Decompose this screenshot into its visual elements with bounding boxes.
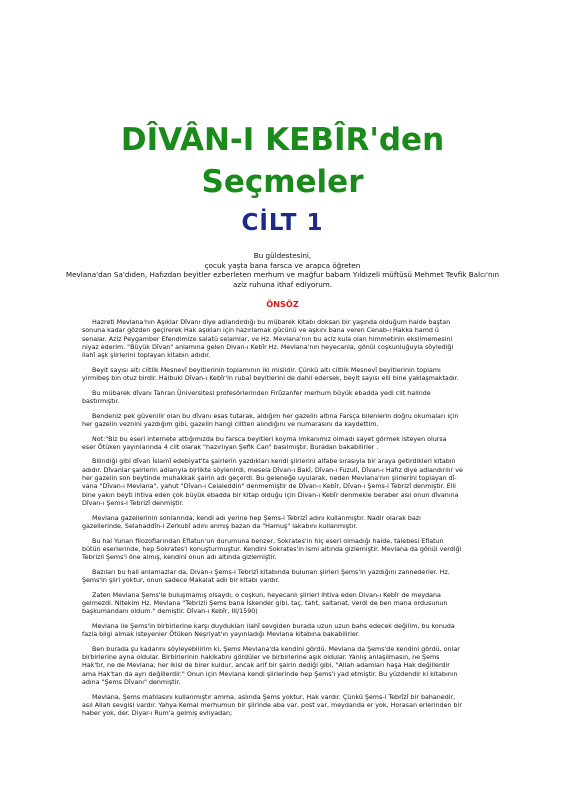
dedication-line: aziz ruhuna ithaf ediyorum. (232, 279, 333, 289)
dedication (60, 251, 505, 289)
paragraph (82, 592, 486, 617)
paragraph-line: Dîvan-ı Şems-i Tebrizî denmiştir. (82, 500, 184, 508)
paragraph (82, 694, 486, 719)
volume-label: CİLT 1 (241, 210, 324, 236)
title-line-1: DÎVÂN-I KEBÎR'den (120, 122, 445, 158)
paragraph-line: adına "Şems Dîvanı" denmiştir. (82, 679, 181, 687)
paragraph-line: Zaten Mevlana Şems'le buluşmamış olsaydı, o coşkun, heyecanlı şiirleri ihtiva eden Divan-ı Kebîr de meydana (92, 591, 441, 599)
paragraph (82, 367, 486, 384)
paragraph-line: Mevlana gazellerinin sonlarında, kendi adı yerine hep Şems-i Tebrizî adını kullanmıştır. Nadir olarak bazı (92, 514, 421, 522)
paragraph (82, 646, 486, 688)
paragraph-line: gazellerinde, Selahaddîn-i Zerkubî adını anmış bazan da "Hamuş" lakabını kullanmıştır. (82, 523, 358, 530)
paragraph-line: Bazıları bu hali anlamazlar da, Divan-ı Şems-i Tebrizî kitabında bulunan şiirleri Şems'in yazdığını zannederler. Hz. (92, 568, 450, 576)
paragraph-line: başkumandanı oldum." demiştir. Dîvan-ı Kebîr, III/1590) (82, 608, 258, 616)
paragraph-line: haber yok, der. Diyar-ı Rum'a gelmiş evliyadan; (82, 710, 233, 718)
paragraph (82, 623, 486, 640)
paragraph-line: Bu hal Yunan filozoflarından Eflatun'un durumuna benzer, Sokrates'in hiç eseri olmadığı halde, talebesi Eflatun (92, 537, 444, 545)
paragraph-line: Ben burada şu kadarını söyleyebilirim ki, Şems Mevlana'da kendini gördü. Mevlana da Şems'de kendini gördü, onlar (92, 645, 460, 653)
paragraph (82, 515, 486, 532)
paragraph-line: bastırmıştır. (82, 398, 120, 406)
paragraph (82, 413, 486, 430)
paragraph (82, 569, 486, 586)
paragraph-line: Bu mübarek dîvanı Tahran Üniversitesi profesörlerinden Firûzanfer merhum büyük ebadda yedi cilt halinde (92, 389, 431, 397)
paragraph (82, 436, 486, 453)
preface-body (82, 319, 486, 725)
paragraph (82, 458, 486, 508)
paragraph-line: Beyit sayısı altı ciltlik Mesnevî beyitlerinin toplamının iki mislidir. Çünkü altı ciltlik Mesnevî beyitlerinin toplamı (92, 366, 441, 374)
paragraph-line: adıdır. Dîvanlar şairlerin adlarıyla birlikte söylenirdi, mesela Dîvan-ı Bakî, Dîvan-ı Fuzulî, Dîvan-ı Hafız diye adlandırılır ve (82, 466, 463, 474)
paragraph (82, 319, 486, 361)
paragraph-line: fazla bilgi almak isteyenler Ötüken Neşriyat'ın yayınladığı Mevlana kitabına bakabilirler. (82, 631, 360, 639)
dedication-line: Bu güldestesini, (253, 251, 312, 260)
paragraph-line: Tebrizli Şems'i öne almış, kendini onun adı altında gizlemiştir. (82, 554, 277, 562)
paragraph-line: Şems'in şiiri yoktur, onun sadece Makalat adlı bir kitabı vardır. (82, 577, 280, 585)
dedication-line: çocuk yaşta bana farsca ve arapca öğreten (204, 260, 361, 270)
paragraph-line: bine yakın beyti ihtiva eden çok büyük ebadda bir kitap olduğu için Divan-ı Kebîr denmekle beraber asıl onun dîvanına (82, 491, 459, 499)
paragraph-line: birbirlerine ayna oldular. Birbirlerinin hakikatını gördüler ve birbirlerine aşık oldular. Yanlış anlaşılmasın, ne Şems (82, 654, 440, 662)
preface-heading: ÖNSÖZ (266, 299, 299, 309)
paragraph-line: niyaz ederim. "Büyük Dîvan" anlamına gelen Divan-ı Kebîr Hz. Mevlana'nın heyecanla, gönül coşkunluğuyla söylediği (82, 344, 454, 352)
paragraph-line: Hak'tır, ne de Mevlana; her ikisi de birer kuldur, ancak arif bir şairin dediği gibi, "Allah adamları haşa Hak değillerdir (82, 662, 450, 670)
paragraph-line: her gazelin veznini yazdığım gibi, gazelin hangi ciltten alındığını ve numarasını da kaydettim. (82, 421, 379, 428)
paragraph-line: vana "Dîvan-ı Mevlana", yahut "Dîvan-ı Celaleddin" denmemiştir de Dîvan-ı Kebîr, Dîvan-ı Şems-i Tebrizî denmiştir. Elli (82, 483, 456, 491)
dedication-line: Mevlana'dan Sa'dıden, Hafızdan beyitler ezberleten merhum ve mağfur babam Yıldızeli müftüsü Mehmet Tevfik Balcı'nın (65, 270, 500, 280)
paragraph-line: Not:"Biz bu eseri internete attığımızda bu farsca beyitleri koyma imkanımız olmadı sayet görmek isteyen olursa (92, 435, 447, 443)
paragraph-line: yirmibeş bin otuz birdir. Halbuki Dîvan-ı Kebîr'in rubaî beyitlerini de dahil edersek, beyit sayısı elli bine yaklaşmaktadır. (82, 375, 459, 383)
paragraph-line: Mevlana, Şems mahlasını kullanmıştır amma, aslında Şems yoktur, Hak vardır. Çünkü Şems-i Tebrîzî bir bahanedir, (92, 693, 456, 701)
paragraph-line: gelmezdi. Nitekim Hz. Mevlana "Tebrizli Şems bana İskender gibi, taç, taht, saltanat, verdi de ben mana ordusunun (82, 599, 448, 607)
paragraph-line: eser Ötüken yayınlarında 4 cilt olarak "hazırlıyan Şefik Can" basılmıştır. Buradan bakabilirler . (82, 443, 379, 451)
document-title (0, 119, 565, 203)
paragraph-line: Hazreti Mevlana'nın Aşıklar Dîvanı diye adlandırdığı bu mübarek kitabı doksan bir yaşında olduğum halde baştan (92, 319, 451, 326)
paragraph-line: Bilindiği gibi dîvan İslamî edebiyat'ta şairlerin yazdıkları kendi şiirlerini alfabe sırasıyla bir araya getirdikleri kitabın (92, 458, 456, 466)
paragraph-line: ama Hak'tan da ayrı değillerdir." Onun için Mevlana kendi şiirlerinde hep Şems'i yad etmiştir. Bu yüzdendir ki kitabının (82, 670, 458, 678)
paragraph (82, 538, 486, 563)
paragraph-line: asıl Allah sevgisi vardır. Yahya Kemal merhumun bir şiirinde aba var, post var, meydanda er yok, Horasan erlerinden bir (82, 701, 462, 709)
paragraph-line: Mevlana ile Şems'in birbirlerine karşı duydukları ilahî sevgiden burada uzun uzun bahs edecek değilim, bu konuda (92, 622, 455, 630)
paragraph (82, 390, 486, 407)
paragraph-line: bütün eserlerinde, hep Sokrates'i konuşturmuştur. Kendini Sokrates'in ismi altında gizlemiştir. Mevlana da gönül verdiği (82, 545, 462, 553)
paragraph-line: ilahî aşk şiirlerini toplayan kitabın adıdır. (82, 352, 211, 360)
paragraph-line: her gazelin son beytinde muhakkak şairin adı geçerdi. Bu geleneğe uyularak, neden Mevlana'nın şiirlerini toplayan dî- (82, 475, 457, 483)
paragraph-line: senalar. Aziz Peygamber Efendimize salatü selamlar, ve Hz. Mevlana'nın bu aciz kula olan himmetinin eksilmemesini (82, 335, 453, 343)
title-line-2: Seçmeler (201, 164, 364, 200)
paragraph-line: Bendeniz pek güvenilir olan bu dîvanı esas tutarak, aldığım her gazelin altına Farsça bilenlerin doğru okumaları için (92, 412, 459, 420)
paragraph-line: sonuna kadar gözden geçirerek Hak aşıkları için hazırlamak gücünü ve aşkını bana veren Cenab-ı Hakka hamd ü (82, 327, 439, 335)
